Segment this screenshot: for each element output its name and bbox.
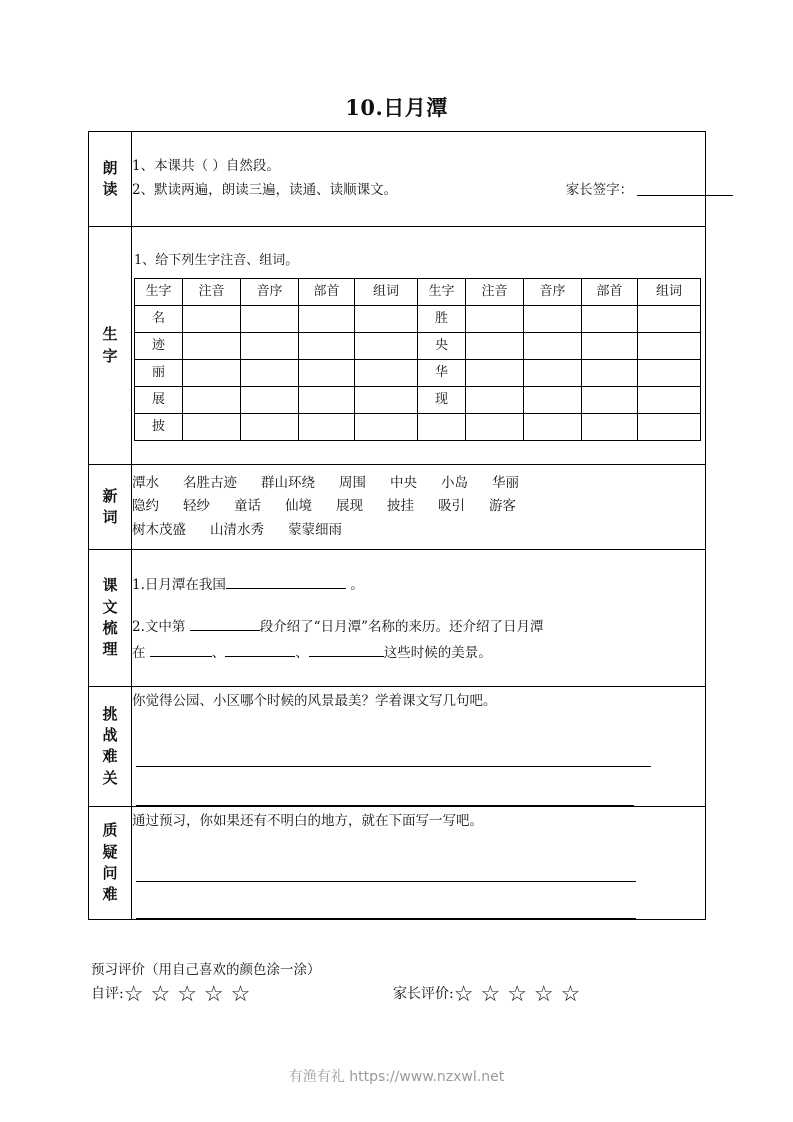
- answer-blank[interactable]: [225, 656, 295, 657]
- pinyin-input-cell[interactable]: [466, 414, 524, 441]
- radical-input-cell[interactable]: [299, 387, 355, 414]
- new-word: 展现: [336, 498, 363, 515]
- questions-writing-line[interactable]: [136, 851, 636, 882]
- new-word: 华丽: [492, 475, 519, 492]
- recite-item-2-text: 2、默读两遍，朗读三遍，读通、读顺课文。: [132, 182, 398, 198]
- pinyin-input-cell[interactable]: [183, 387, 241, 414]
- new-word: 仙境: [285, 498, 312, 515]
- table-row: [135, 306, 701, 333]
- text-analysis-question-1: [132, 574, 705, 598]
- signature-label: 家长签字：: [565, 182, 634, 198]
- radical-input-cell[interactable]: [299, 360, 355, 387]
- column-header-radical-left: 部首: [299, 279, 355, 306]
- section-body-text-analysis: [132, 550, 706, 687]
- pinyin-input-cell[interactable]: [466, 360, 524, 387]
- column-header-character-right: 生字: [418, 279, 466, 306]
- answer-blank[interactable]: [226, 588, 346, 589]
- initial-input-cell[interactable]: [241, 360, 299, 387]
- initial-input-cell[interactable]: [241, 333, 299, 360]
- new-word: 披挂: [387, 498, 414, 515]
- star-icon[interactable]: ☆: [123, 982, 151, 1007]
- word-input-cell[interactable]: [355, 387, 418, 414]
- signature-blank[interactable]: [637, 195, 733, 196]
- section-label-questions: 质 疑 问 难: [89, 806, 132, 920]
- new-word: 蒙蒙细雨: [288, 521, 342, 538]
- radical-input-cell[interactable]: [299, 333, 355, 360]
- character-cell: 现: [418, 387, 466, 414]
- section-label-new-words: 新 词: [89, 465, 132, 550]
- characters-instruction: 1、给下列生字注音、组词。: [134, 252, 299, 268]
- section-label-challenge: 挑 战 难 关: [89, 687, 132, 807]
- section-row-text-analysis: [89, 550, 706, 687]
- star-icon[interactable]: ☆: [203, 982, 231, 1007]
- section-row-characters: [89, 227, 706, 465]
- new-word: 周围: [339, 475, 366, 492]
- character-cell: [418, 414, 466, 441]
- challenge-writing-line[interactable]: [136, 775, 634, 806]
- text-analysis-question-2: [132, 614, 705, 667]
- new-word: 群山环绕: [261, 475, 315, 492]
- character-cell: 迹: [135, 333, 183, 360]
- initial-input-cell[interactable]: [524, 306, 582, 333]
- character-cell: 胜: [418, 306, 466, 333]
- star-icon[interactable]: ☆: [507, 982, 534, 1007]
- character-cell: 丽: [135, 360, 183, 387]
- radical-input-cell[interactable]: [582, 414, 638, 441]
- question-2-text-a: 2.文中第: [132, 618, 186, 635]
- star-icon[interactable]: ☆: [177, 982, 204, 1007]
- column-header-pinyin-left: 注音: [183, 279, 241, 306]
- new-word: 游客: [489, 498, 516, 515]
- new-word: 潭水: [132, 475, 159, 492]
- recite-item-2: [132, 179, 705, 203]
- pinyin-input-cell[interactable]: [183, 414, 241, 441]
- question-2-sep: 、: [295, 644, 309, 661]
- column-header-initial-right: 音序: [524, 279, 582, 306]
- pinyin-input-cell[interactable]: [183, 333, 241, 360]
- initial-input-cell[interactable]: [524, 333, 582, 360]
- initial-input-cell[interactable]: [524, 414, 582, 441]
- section-row-recite: [89, 132, 706, 227]
- character-cell: 披: [135, 414, 183, 441]
- page-title: 10.日月潭: [345, 95, 448, 120]
- section-row-challenge: [89, 687, 706, 807]
- table-row: [135, 333, 701, 360]
- pinyin-input-cell[interactable]: [466, 306, 524, 333]
- word-input-cell[interactable]: [638, 360, 701, 387]
- initial-input-cell[interactable]: [241, 387, 299, 414]
- question-2-text-d: 这些时候的美景。: [383, 644, 492, 661]
- initial-input-cell[interactable]: [524, 360, 582, 387]
- new-words-line: [132, 519, 705, 542]
- challenge-prompt: 你觉得公园、小区哪个时候的风景最美？学着课文写几句吧。: [132, 693, 497, 709]
- table-header-row: [135, 279, 701, 306]
- new-word: 名胜古迹: [183, 475, 237, 492]
- section-body-questions: [132, 806, 706, 920]
- radical-input-cell[interactable]: [582, 387, 638, 414]
- column-header-word-right: 组词: [638, 279, 701, 306]
- word-input-cell[interactable]: [638, 414, 701, 441]
- parent-evaluation-label: 家长评价:: [393, 986, 454, 1002]
- new-word: 童话: [234, 498, 261, 515]
- answer-blank[interactable]: [150, 656, 212, 657]
- section-body-new-words: [132, 465, 706, 550]
- challenge-writing-line[interactable]: [136, 736, 651, 767]
- self-evaluation-label: 自评:: [91, 986, 124, 1002]
- pinyin-input-cell[interactable]: [466, 387, 524, 414]
- answer-blank[interactable]: [190, 630, 260, 631]
- question-2-sep: 、: [211, 644, 226, 661]
- section-body-recite: [132, 132, 706, 227]
- parent-evaluation-stars: [454, 984, 588, 1006]
- radical-input-cell[interactable]: [582, 360, 638, 387]
- word-input-cell[interactable]: [355, 333, 418, 360]
- recite-item-1: 1、本课共（ ）自然段。: [132, 158, 280, 175]
- evaluation-title: 预习评价（用自己喜欢的颜色涂一涂）: [91, 962, 321, 978]
- new-word: 山清水秀: [210, 521, 264, 538]
- table-row: [135, 360, 701, 387]
- new-word: 吸引: [438, 498, 465, 515]
- section-label-characters: 生 字: [89, 227, 132, 465]
- parent-evaluation-group: [393, 980, 587, 1008]
- table-row: [135, 387, 701, 414]
- character-cell: 华: [418, 360, 466, 387]
- radical-input-cell[interactable]: [299, 306, 355, 333]
- column-header-radical-right: 部首: [582, 279, 638, 306]
- question-1-period: 。: [350, 576, 364, 593]
- section-body-characters: [132, 227, 706, 465]
- character-cell: 央: [418, 333, 466, 360]
- column-header-character-left: 生字: [135, 279, 183, 306]
- initial-input-cell[interactable]: [241, 306, 299, 333]
- answer-blank[interactable]: [309, 656, 384, 657]
- self-evaluation-group: [91, 980, 257, 1008]
- questions-prompt: 通过预习，你如果还有不明白的地方，就在下面写一写吧。: [132, 812, 483, 829]
- new-words-line: [132, 495, 705, 518]
- worksheet-table: [88, 131, 706, 920]
- question-2-text-c: 在: [132, 644, 146, 661]
- word-input-cell[interactable]: [355, 306, 418, 333]
- column-header-word-left: 组词: [355, 279, 418, 306]
- radical-input-cell[interactable]: [582, 333, 638, 360]
- new-words-line: [132, 472, 705, 495]
- column-header-initial-left: 音序: [241, 279, 299, 306]
- table-row: [135, 414, 701, 441]
- section-row-new-words: [89, 465, 706, 550]
- section-body-challenge: [132, 687, 706, 807]
- section-row-questions: [89, 806, 706, 920]
- character-cell: 展: [135, 387, 183, 414]
- new-word: 隐约: [132, 498, 159, 515]
- column-header-pinyin-right: 注音: [466, 279, 524, 306]
- evaluation-section: [91, 958, 711, 1010]
- star-icon[interactable]: ☆: [230, 982, 258, 1007]
- pinyin-input-cell[interactable]: [466, 333, 524, 360]
- word-input-cell[interactable]: [355, 360, 418, 387]
- character-cell: 名: [135, 306, 183, 333]
- new-word: 树木茂盛: [132, 521, 186, 538]
- word-input-cell[interactable]: [355, 414, 418, 441]
- section-label-text-analysis: 课 文 梳 理: [89, 550, 132, 687]
- word-input-cell[interactable]: [638, 306, 701, 333]
- evaluation-ratings-row: [91, 980, 711, 1010]
- word-input-cell[interactable]: [638, 333, 701, 360]
- question-2-text-b: 段介绍了“日月潭”名称的来历。还介绍了日月潭: [259, 618, 544, 635]
- initial-input-cell[interactable]: [241, 414, 299, 441]
- star-icon[interactable]: ☆: [560, 982, 588, 1007]
- star-icon[interactable]: ☆: [533, 982, 561, 1007]
- self-evaluation-stars: [124, 984, 258, 1006]
- star-icon[interactable]: ☆: [453, 982, 481, 1007]
- word-input-cell[interactable]: [638, 387, 701, 414]
- initial-input-cell[interactable]: [524, 387, 582, 414]
- character-practice-grid: [134, 278, 701, 441]
- section-label-recite: 朗 读: [89, 132, 132, 227]
- radical-input-cell[interactable]: [299, 414, 355, 441]
- star-icon[interactable]: ☆: [480, 982, 508, 1007]
- star-icon[interactable]: ☆: [150, 982, 178, 1007]
- questions-writing-line[interactable]: [136, 888, 636, 919]
- pinyin-input-cell[interactable]: [183, 360, 241, 387]
- new-word: 轻纱: [183, 498, 210, 515]
- new-word: 中央: [390, 475, 417, 492]
- pinyin-input-cell[interactable]: [183, 306, 241, 333]
- question-1-text: 1.日月潭在我国: [132, 576, 226, 593]
- new-word: 小岛: [441, 475, 468, 492]
- watermark: 有渔有礼 https://www.nzxwl.net: [288, 1069, 505, 1085]
- radical-input-cell[interactable]: [582, 306, 638, 333]
